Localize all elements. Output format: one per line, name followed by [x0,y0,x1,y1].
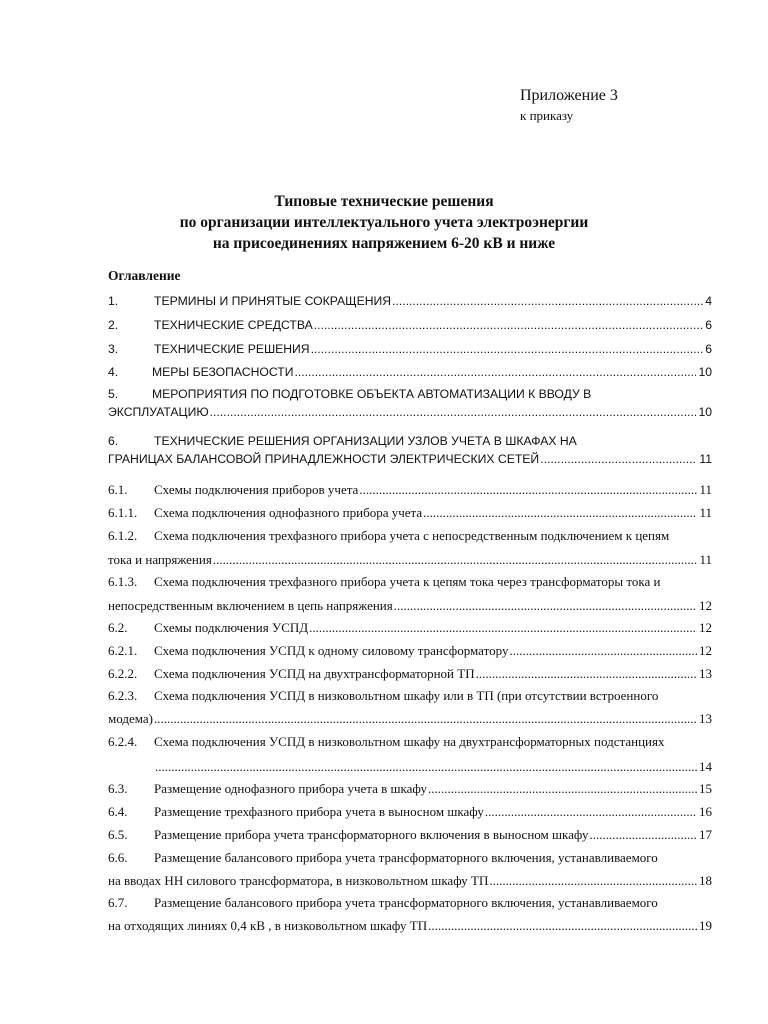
toc-entry-text: Размещение прибора учета трансформаторного включения в выносном шкафу [154,827,589,842]
toc-entry-number: 6.3. [108,781,128,796]
toc-entry-text: МЕРОПРИЯТИЯ ПО ПОДГОТОВКЕ ОБЪЕКТА АВТОМАТИЗАЦИИ К ВВОДУ В [152,387,592,401]
toc-entry-page: 4 [705,294,712,308]
toc-entry-page: 13 [699,666,712,681]
title-line-3: на присоединениях напряжением 6-20 кВ и ниже [212,235,556,252]
toc-entry[interactable] [108,781,712,797]
toc-leader-dots [423,505,697,521]
toc-entry-page: 16 [699,804,712,819]
toc-entry-number: 3. [108,342,119,356]
toc-entry-page: 13 [699,711,712,726]
toc-entry-number: 6.5. [108,827,128,842]
toc-entry-number: 2. [108,318,119,332]
toc-entry-text-cont: на отходящих линиях 0,4 кВ , в низковольтном шкафу ТП [108,918,428,933]
toc-leader-dots [311,342,704,356]
toc-leader-dots [394,598,697,614]
toc-entry-number: 6. [108,434,119,448]
toc-entry-page: 12 [699,643,712,658]
toc-entry[interactable] [108,482,712,498]
toc-leader-dots [509,643,697,659]
toc-entry[interactable] [108,294,712,308]
title-line-1: Типовые технические решения [274,193,494,210]
toc-entry-text: ТЕХНИЧЕСКИЕ РЕШЕНИЯ [154,342,310,356]
toc-entry-number: 5. [108,387,119,401]
toc-entry-text: Размещение трехфазного прибора учета в выносном шкафу [154,804,484,819]
toc-entry[interactable] [108,318,712,332]
toc-entry-number: 6.2.4. [108,734,138,749]
toc-leader-dots [213,552,698,568]
toc-entry-number: 6.1.2. [108,528,138,543]
toc-entry-page: 11 [699,482,712,497]
toc-leader-dots [476,666,697,682]
toc-heading: Оглавление [108,268,181,283]
toc-entry[interactable] [108,734,712,775]
toc-entry-text-cont: непосредственным включением в цепь напряжения [108,598,393,613]
toc-entry-number: 1. [108,294,119,308]
toc-entry-number: 4. [108,365,119,379]
toc-leader-dots [309,620,697,636]
toc-entry-page: 6 [705,342,712,356]
toc-entry-page: 15 [699,781,712,796]
toc-entry[interactable] [108,895,712,934]
toc-leader-dots [359,482,697,498]
toc-entry-page: 12 [699,620,712,635]
toc-entry-page: 10 [698,405,712,419]
toc-entry-text: Схема подключения УСПД в низковольтном шкафу на двухтрансформаторных подстанциях [154,734,665,749]
toc-entry-page: 12 [699,598,712,613]
toc-entry-number: 6.1.1. [108,505,138,520]
toc-entry-text: Размещение балансового прибора учета трансформаторного включения, устанавливаемого [154,850,658,865]
toc-entry-text: Схема подключения трехфазного прибора учета с непосредственным подключением к цепям [154,528,670,543]
toc-entry[interactable] [108,574,712,614]
toc-entry[interactable] [108,666,712,682]
toc-leader-dots [489,873,697,889]
toc-leader-dots [314,318,704,332]
toc-entry-number: 6.7. [108,895,128,910]
toc-entry-number: 6.4. [108,804,128,819]
toc-entry-number: 6.2.2. [108,666,138,681]
toc-entry-page: 11 [699,505,712,520]
toc-entry-text: Схема подключения УСПД на двухтрансформаторной ТП [154,666,475,681]
toc-leader-dots [154,711,697,727]
toc-leader-dots [392,294,703,308]
toc-entry-number: 6.2. [108,620,128,635]
toc-entry-text-cont: ГРАНИЦАХ БАЛАНСОВОЙ ПРИНАДЛЕЖНОСТИ ЭЛЕКТРИЧЕСКИХ СЕТЕЙ [108,452,540,466]
toc-entry[interactable] [108,850,712,889]
toc-entry-text-cont: тока и напряжения [108,552,212,567]
document-title [100,191,668,254]
appendix-title: Приложение 3 [520,87,618,104]
toc-entry[interactable] [108,643,712,659]
toc-leader-dots [540,452,697,466]
toc-leader-dots [210,405,697,419]
toc-entry-text: Размещение однофазного прибора учета в шкафу [154,781,428,796]
toc-entry-page: 17 [699,827,712,842]
toc-entry-text: МЕРЫ БЕЗОПАСНОСТИ [152,365,294,379]
toc-entry-text: Схема подключения трехфазного прибора учета к цепям тока через трансформаторы тока и [154,574,661,589]
toc-entry[interactable] [108,342,712,356]
toc-entry-text-cont: модема) [108,711,153,726]
appendix-block [520,86,618,124]
toc-entry[interactable] [108,434,712,466]
toc-entry[interactable] [108,387,712,419]
toc-entry[interactable] [108,528,712,568]
appendix-subtitle: к приказу [520,108,574,123]
toc-entry-page: 18 [699,873,712,888]
toc-entry-text: Схемы подключения приборов учета [154,482,359,497]
toc-leader-dots [485,804,697,820]
toc-leader-dots [428,918,697,934]
toc-entry-number: 6.6. [108,850,128,865]
toc-entry-text: Схема подключения УСПД к одному силовому трансформатору [154,643,509,658]
toc-entry-page: 6 [705,318,712,332]
toc-leader-dots [590,827,697,843]
toc-entry-text: Схема подключения УСПД в низковольтном шкафу или в ТП (при отсутствии встроенного [154,688,659,703]
toc-entry[interactable] [108,827,712,843]
toc-entry-text-cont: на вводах НН силового трансформатора, в низковольтном шкафу ТП [108,873,489,888]
toc-entry-page: 19 [699,918,712,933]
toc-leader-dots [428,781,697,797]
toc-entry-text-cont: ЭКСПЛУАТАЦИЮ [108,405,209,419]
toc-leader-dots [155,759,697,775]
toc-entry[interactable] [108,505,712,521]
toc-entry[interactable] [108,620,712,636]
toc-entry-text: ТЕХНИЧЕСКИЕ СРЕДСТВА [154,318,313,332]
toc-entry[interactable] [108,804,712,820]
toc-entry-number: 6.2.1. [108,643,138,658]
toc-entry-text: Размещение балансового прибора учета трансформаторного включения, устанавливаемого [154,895,658,910]
toc-entry[interactable] [108,688,712,727]
toc-entry-text: ТЕРМИНЫ И ПРИНЯТЫЕ СОКРАЩЕНИЯ [154,294,392,308]
toc-leader-dots [294,365,696,379]
toc-entry-text: Схемы подключения УСПД [154,620,309,635]
toc-entry-number: 6.1.3. [108,574,138,589]
toc-entry[interactable] [108,365,712,379]
toc-entry-page: 11 [699,452,712,466]
title-line-2: по организации интеллектуального учета электроэнергии [179,214,589,231]
toc-entry-page: 11 [699,552,712,567]
toc-entry-number: 6.1. [108,482,128,497]
toc-entry-page: 14 [699,759,712,774]
toc-entry-number: 6.2.3. [108,688,138,703]
toc-entry-text: ТЕХНИЧЕСКИЕ РЕШЕНИЯ ОРГАНИЗАЦИИ УЗЛОВ УЧЕТА В ШКАФАХ НА [154,434,577,448]
toc-entry-page: 10 [698,365,712,379]
toc-entry-text: Схема подключения однофазного прибора учета [154,505,423,520]
